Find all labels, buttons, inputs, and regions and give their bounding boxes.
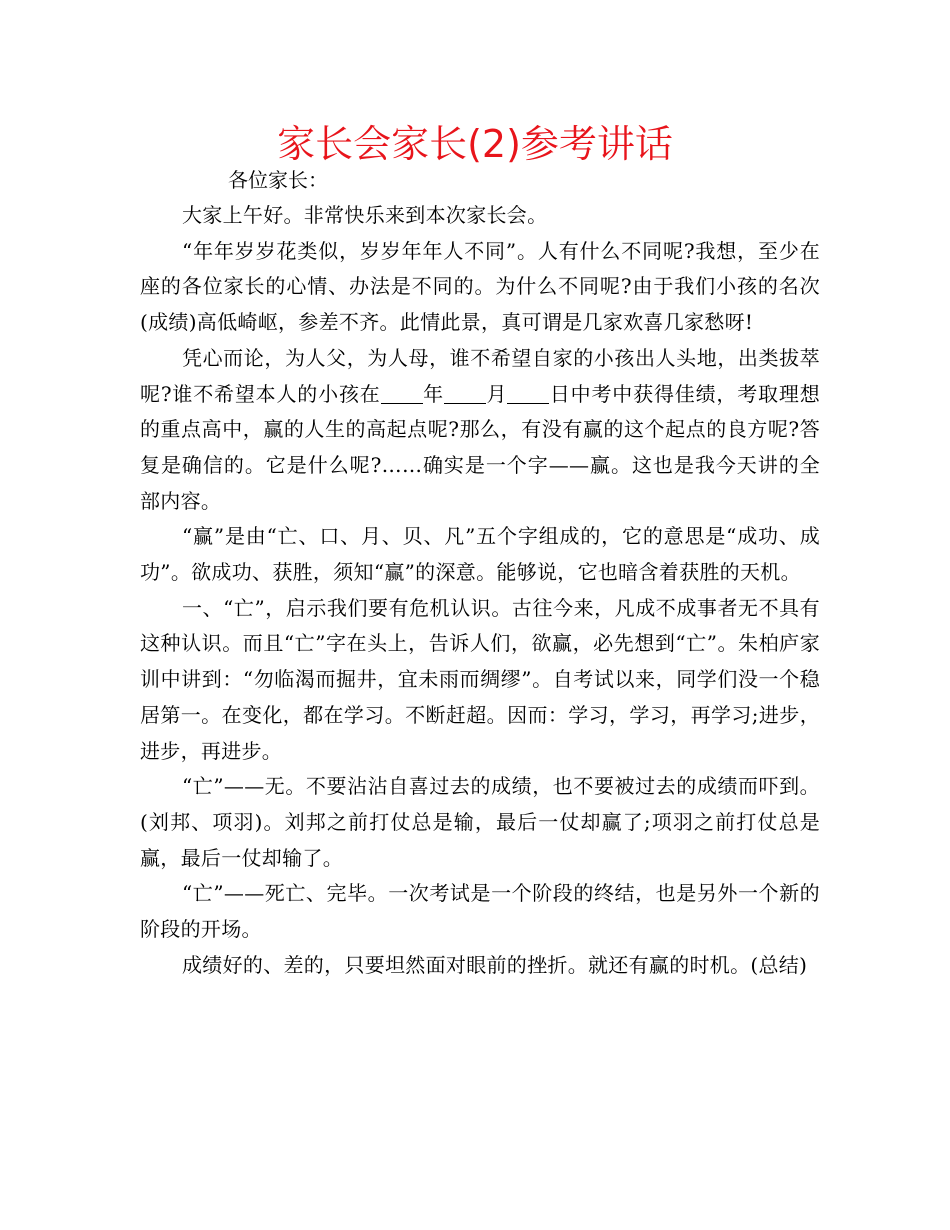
paragraph-opening: “年年岁岁花类似，岁岁年年人不同”。人有什么不同呢?我想，至少在座的各位家长的心情、办法是不同的。为什么不同呢?由于我们小孩的名次(成绩)高低崎岖，参差不齐。此情此景，真可谓是几家欢喜几家愁呀! (140, 238, 820, 335)
paragraph-wang-end: “亡”——死亡、完毕。一次考试是一个阶段的终结，也是另外一个新的阶段的开场。 (140, 881, 820, 942)
blank-line (381, 383, 423, 404)
paragraph-wang-nothing: “亡”——无。不要沾沾自喜过去的成绩，也不要被过去的成绩而吓到。(刘邦、项羽)。刘邦之前打仗总是输，最后一仗却赢了;项羽之前打仗总是赢，最后一仗却输了。 (140, 774, 820, 870)
year-label: 年 (422, 381, 444, 406)
paragraph-hopes-text-1: 凭心而论，为人父，为人母，谁不希望自家的小孩出人头地，出类拔萃呢?谁不希望本人的小孩在 (140, 345, 820, 406)
salutation: 各位家长： (228, 168, 328, 192)
blank-line (444, 383, 486, 404)
blank-line (507, 383, 549, 404)
paragraph-hopes-text-2: 日中考中获得佳绩，考取理想的重点高中，赢的人生的高起点呢?那么，有没有赢的这个起点的良方呢?答复是确信的。它是什么呢?……确实是一个字——赢。这也是我今天讲的全部内容。 (140, 381, 820, 513)
paragraph-conclusion: 成绩好的、差的，只要坦然面对眼前的挫折。就还有赢的时机。(总结) (182, 952, 808, 977)
paragraph-greeting: 大家上午好。非常快乐来到本次家长会。 (182, 203, 548, 227)
document-body (140, 198, 820, 983)
paragraph-ying-meaning: “赢”是由“亡、口、月、贝、凡”五个字组成的，它的意思是“成功、成功”。欲成功、获胜，须知“赢”的深意。能够说，它也暗含着获胜的天机。 (140, 524, 820, 585)
paragraph-wang-crisis: 一、“亡”，启示我们要有危机认识。古往今来，凡成不成事者无不具有这种认识。而且“亡”字在头上，告诉人们，欲赢，必先想到“亡”。朱柏庐家训中讲到：“勿临渴而掘井，宜未雨而绸缪”。自考试以来，同学们没一个稳居第一。在变化，都在学习。不断赶超。因而：学习，学习，再学习;进步，进步，再进步。 (140, 595, 820, 763)
document-title: 家长会家长(2)参考讲话 (277, 122, 673, 166)
paragraph-hopes (140, 341, 820, 520)
month-label: 月 (485, 381, 508, 406)
